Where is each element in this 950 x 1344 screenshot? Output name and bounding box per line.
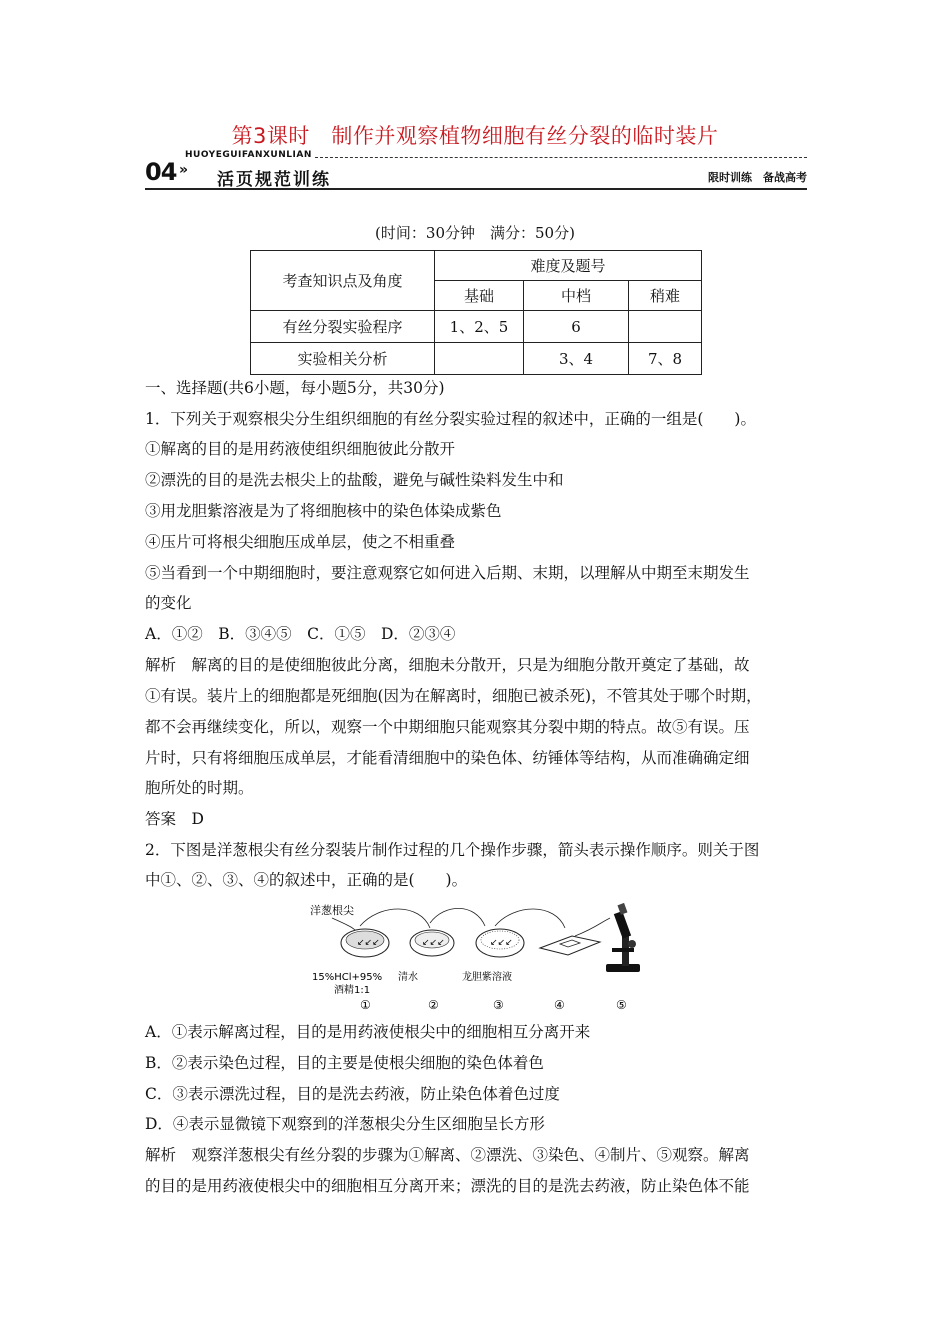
banner-top-rule: [315, 157, 807, 158]
microscope-icon: [606, 903, 640, 972]
label-dish1b: 酒精1:1: [334, 985, 371, 996]
page-title: 第3课时 制作并观察植物细胞有丝分裂的临时装片: [231, 124, 719, 148]
banner-right-text: 限时训练 备战高考: [708, 171, 807, 184]
table-cell: [629, 311, 702, 343]
q1-stem: 1．下列关于观察根尖分生组织细胞的有丝分裂实验过程的叙述中，正确的一组是( )。: [145, 410, 756, 428]
q2-option: B．②表示染色过程，目的主要是使根尖细胞的染色体着色: [145, 1054, 544, 1072]
label-dish3: 龙胆紫溶液: [462, 972, 512, 983]
step-number: ③: [493, 998, 504, 1012]
table-cell: 6: [524, 311, 629, 343]
q2-stem: 中①、②、③、④的叙述中，正确的是( )。: [145, 871, 468, 889]
section-banner: [145, 152, 807, 192]
table-cell: [435, 343, 524, 375]
table-level-medium: 中档: [524, 281, 629, 311]
knowledge-table: [250, 250, 702, 375]
table-level-basic: 基础: [435, 281, 524, 311]
section-heading: 一、选择题(共6小题，每小题5分，共30分): [145, 379, 445, 397]
step-number: ⑤: [616, 998, 627, 1012]
q1-answer: 答案 D: [145, 810, 204, 828]
root-tips-icon: ↙↙↙: [422, 938, 445, 948]
table-row-topic: 实验相关分析: [251, 343, 435, 375]
q1-item: 的变化: [145, 594, 192, 612]
banner-pinyin: HUOYEGUIFANXUNLIAN: [185, 150, 312, 160]
q1-analysis-line: 片时，只有将细胞压成单层，才能看清细胞中的染色体、纺锤体等结构，从而准确确定细: [145, 749, 750, 767]
q2-option: D．④表示显微镜下观察到的洋葱根尖分生区细胞呈长方形: [145, 1115, 545, 1133]
q1-item: ③用龙胆紫溶液是为了将细胞核中的染色体染成紫色: [145, 502, 502, 520]
table-row-topic: 有丝分裂实验程序: [251, 311, 435, 343]
q2-analysis-line: 解析 观察洋葱根尖有丝分裂的步骤为①解离、②漂洗、③染色、④制片、⑤观察。解离: [145, 1146, 750, 1164]
banner-arrows: »: [179, 162, 189, 178]
table-col1-header: 考查知识点及角度: [251, 251, 435, 311]
step-number: ②: [428, 998, 439, 1012]
q1-analysis-line: 解析 解离的目的是使细胞彼此分离，细胞未分散开，只是为细胞分散开奠定了基础，故: [145, 656, 750, 674]
q1-item: ⑤当看到一个中期细胞时，要注意观察它如何进入后期、末期，以理解从中期至末期发生: [145, 564, 750, 582]
table-cell: 1、2、5: [435, 311, 524, 343]
table-cell: 3、4: [524, 343, 629, 375]
q1-item: ②漂洗的目的是洗去根尖上的盐酸，避免与碱性染料发生中和: [145, 471, 564, 489]
label-root: 洋葱根尖: [310, 904, 354, 917]
root-tips-icon: ↙↙↙: [357, 938, 380, 948]
table-cell: 7、8: [629, 343, 702, 375]
q1-analysis-line: ①有误。装片上的细胞都是死细胞(因为在解离时，细胞已被杀死)，不管其处于哪个时期，: [145, 687, 762, 705]
q1-analysis-line: 胞所处的时期。: [145, 779, 254, 797]
banner-number: 04: [145, 158, 177, 186]
q1-item: ④压片可将根尖细胞压成单层，使之不相重叠: [145, 533, 456, 551]
arrow-arc: [360, 909, 430, 928]
procedure-diagram: [310, 898, 650, 1013]
arrow-arc: [575, 918, 610, 936]
q1-item: ①解离的目的是用药液使组织细胞彼此分散开: [145, 440, 456, 458]
table-level-hard: 稍难: [629, 281, 702, 311]
step-number: ④: [554, 998, 565, 1012]
label-dish1: 15%HCl+95%: [312, 972, 383, 983]
q2-option: A．①表示解离过程，目的是用药液使根尖中的细胞相互分离开来: [145, 1023, 591, 1041]
q1-options: A．①② B．③④⑤ C．①⑤ D．②③④: [145, 625, 456, 643]
q2-stem: 2．下图是洋葱根尖有丝分裂装片制作过程的几个操作步骤，箭头表示操作顺序。则关于图: [145, 841, 760, 859]
procedure-figure: [310, 898, 650, 1013]
label-dish2: 清水: [398, 972, 418, 983]
q2-analysis-line: 的目的是用药液使根尖中的细胞相互分离开来；漂洗的目的是洗去药液，防止染色体不能: [145, 1177, 750, 1195]
arrow-arc: [430, 908, 485, 926]
root-tips-icon: ↙↙↙: [490, 938, 513, 948]
q2-option: C．③表示漂洗过程，目的是洗去药液，防止染色体着色过度: [145, 1085, 560, 1103]
table-group-header: 难度及题号: [435, 251, 702, 281]
exam-meta: (时间：30分钟 满分：50分): [375, 224, 575, 242]
banner-name: 活页规范训练: [217, 170, 331, 190]
arrow-arc: [495, 909, 565, 928]
step-number: ①: [360, 998, 371, 1012]
q1-analysis-line: 都不会再继续变化，所以，观察一个中期细胞只能观察其分裂中期的特点。故⑤有误。压: [145, 718, 750, 736]
